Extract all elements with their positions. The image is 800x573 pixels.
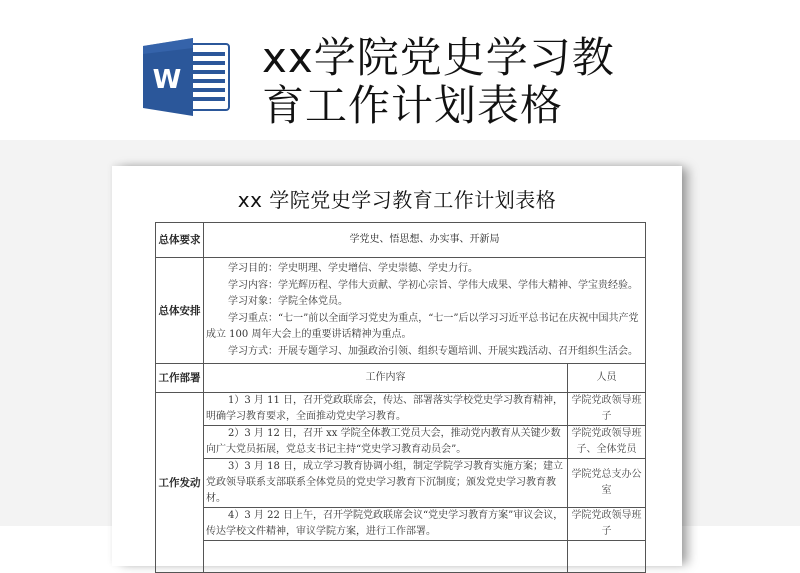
work-item-content: 2）3 月 12 日，召开 xx 学院全体教工党员大会，推动党内教育从关键少数向广大党员拓展，党总支书记主持“党史学习教育动员会”。 (204, 426, 568, 459)
work-item-personnel: 学院党政领导班子 (568, 508, 646, 541)
arrangement-purpose: 学习目的：学史明理、学史增信、学史崇德、学史力行。 (228, 263, 478, 274)
arrangement-audience: 学习对象：学院全体党员。 (228, 296, 348, 307)
work-item-personnel (568, 541, 646, 573)
label-general-requirement: 总体要求 (156, 223, 204, 258)
plan-table (155, 222, 646, 573)
banner (0, 0, 800, 145)
row-general-arrangement (156, 258, 646, 364)
work-item-content: 4）3 月 22 日上午，召开学院党政联席会议“党史学习教育方案”审议会议，传达学校文件精神，审议学院方案，进行工作部署。 (204, 508, 568, 541)
work-launch-row-partial (156, 541, 646, 573)
banner-title-line2: 育工作计划表格 (262, 81, 564, 130)
column-header-personnel: 人员 (568, 364, 646, 393)
label-work-launch: 工作发动 (156, 393, 204, 573)
arrangement-focus: 学习重点：“七一”前以全面学习党史为重点，“七一”后以学习习近平总书记在庆祝中国共产党成立 100 周年大会上的重要讲话精神为重点。 (206, 312, 639, 340)
work-item-content: 3）3 月 18 日，成立学习教育协调小组，制定学院学习教育实施方案；建立党政领导联系支部联系全体党员的党史学习教育下沉制度；颁发党史学习教育教材。 (204, 459, 568, 508)
arrangement-content: 学习内容：学光辉历程、学伟大贡献、学初心宗旨、学伟大成果、学伟大精神、学宝贵经验。 (228, 279, 638, 291)
label-work-deployment: 工作部署 (156, 364, 204, 393)
banner-title (262, 34, 682, 130)
work-item-content (204, 541, 568, 573)
row-work-deployment-header (156, 364, 646, 393)
arrangement-method: 学习方式：开展专题学习、加强政治引领、组织专题培训、开展实践活动、召开组织生活会。 (228, 345, 638, 357)
svg-text:W: W (152, 65, 182, 95)
work-launch-row (156, 459, 646, 508)
work-launch-row (156, 508, 646, 541)
work-launch-row (156, 393, 646, 426)
document-title: xx 学院党史学习教育工作计划表格 (237, 188, 557, 212)
word-document-icon (143, 38, 231, 116)
work-item-personnel: 学院党总支办公室 (568, 459, 646, 508)
general-requirement-value: 学党史、悟思想、办实事、开新局 (204, 223, 646, 258)
work-item-content: 1）3 月 11 日，召开党政联席会，传达、部署落实学校党史学习教育精神，明确学习教育要求，全面推动党史学习教育。 (204, 393, 568, 426)
column-header-content: 工作内容 (204, 364, 568, 393)
work-item-personnel: 学院党政领导班子、全体党员 (568, 426, 646, 459)
work-launch-row (156, 426, 646, 459)
label-general-arrangement: 总体安排 (156, 258, 204, 364)
row-general-requirement (156, 223, 646, 258)
general-arrangement-content (204, 258, 646, 364)
work-item-personnel: 学院党政领导班子 (568, 393, 646, 426)
banner-title-line1: xx学院党史学习教 (262, 33, 615, 82)
